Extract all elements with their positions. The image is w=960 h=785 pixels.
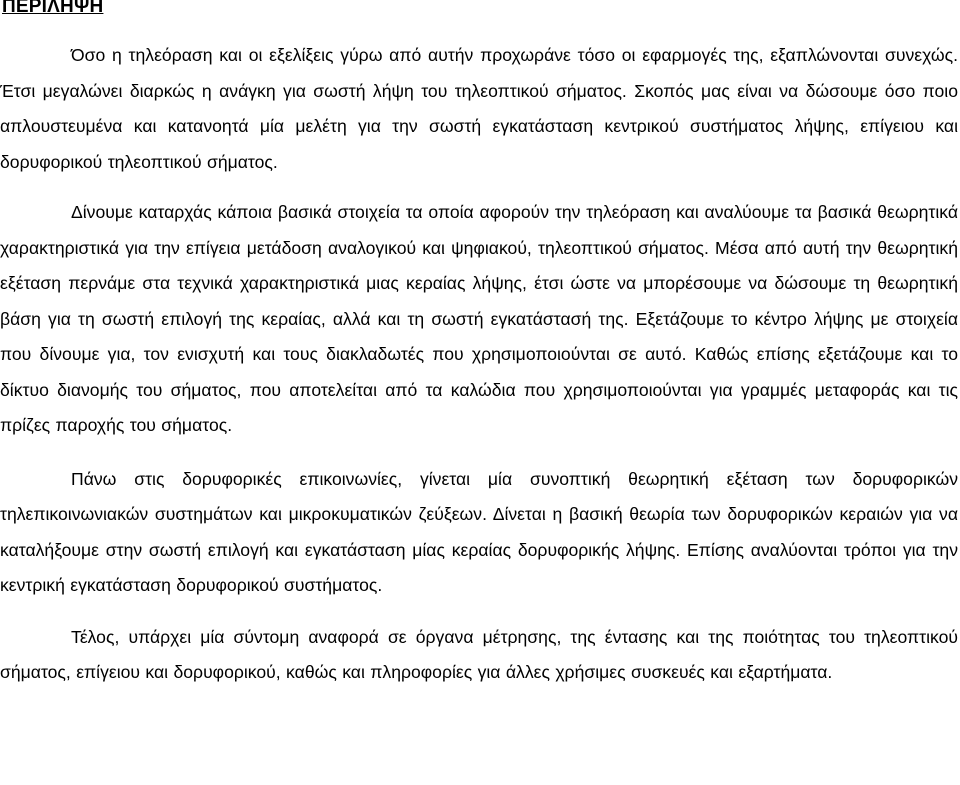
summary-paragraph-2: Δίνουμε καταρχάς κάποια βασικά στοιχεία τα οποία αφορούν την τηλεόραση και αναλύουμε τα βασικά θεωρητικά χαρακτηριστικά για την επίγεια μετάδοση αναλογικού και ψηφιακού, τηλεοπτικού σήματος. Μέσα από αυτή την θεωρητική εξέταση περνάμε στα τεχνικά χαρακτηριστικά μιας κεραίας λήψης, έτσι ώστε να μπορέσουμε να δώσουμε τη θεωρητική βάση για τη σωστή επιλογή της κεραίας, αλλά και τη σωστή εγκατάστασή της. Εξετάζουμε το κέντρο λήψης με στοιχεία που δίνουμε για, τον ενισχυτή και τους διακλαδωτές που χρησιμοποιούνται σε αυτό. Καθώς επίσης εξετάζουμε και το δίκτυο διανομής του σήματος, που αποτελείται από τα καλώδια που χρησιμοποιούνται για γραμμές μεταφοράς και τις πρίζες παροχής του σήματος. (0, 202, 958, 435)
summary-paragraph-4: Τέλος, υπάρχει μία σύντομη αναφορά σε όργανα μέτρησης, της έντασης και της ποιότητας του τηλεοπτικού σήματος, επίγειου και δορυφορικού, καθώς και πληροφορίες για άλλες χρήσιμες συσκευές και εξαρτήματα. (0, 626, 958, 682)
summary-paragraph-1: Όσο η τηλεόραση και οι εξελίξεις γύρω από αυτήν προχωράνε τόσο οι εφαρμογές της, εξαπλώνονται συνεχώς. Έτσι μεγαλώνει διαρκώς η ανάγκη για σωστή λήψη του τηλεοπτικού σήματος. Σκοπός μας είναι να δώσουμε όσο ποιο απλουστευμένα και κατανοητά μία μελέτη για την σωστή εγκατάσταση κεντρικού συστήματος λήψης, επίγειου και δορυφορικού τηλεοπτικού σήματος. (0, 45, 958, 172)
document-body (0, 38, 958, 691)
document-heading: ΠΕΡΙΛΗΨΗ (2, 0, 104, 17)
summary-paragraph-3: Πάνω στις δορυφορικές επικοινωνίες, γίνεται μία συνοπτική θεωρητική εξέταση των δορυφορικών τηλεπικοινωνιακών συστημάτων και μικροκυματικών ζεύξεων. Δίνεται η βασική θεωρία των δορυφορικών κεραιών για να καταλήξουμε στην σωστή επιλογή και εγκατάσταση μίας κεραίας δορυφορικής λήψης. Επίσης αναλύονται τρόποι για την κεντρική εγκατάσταση δορυφορικού συστήματος. (0, 468, 958, 595)
